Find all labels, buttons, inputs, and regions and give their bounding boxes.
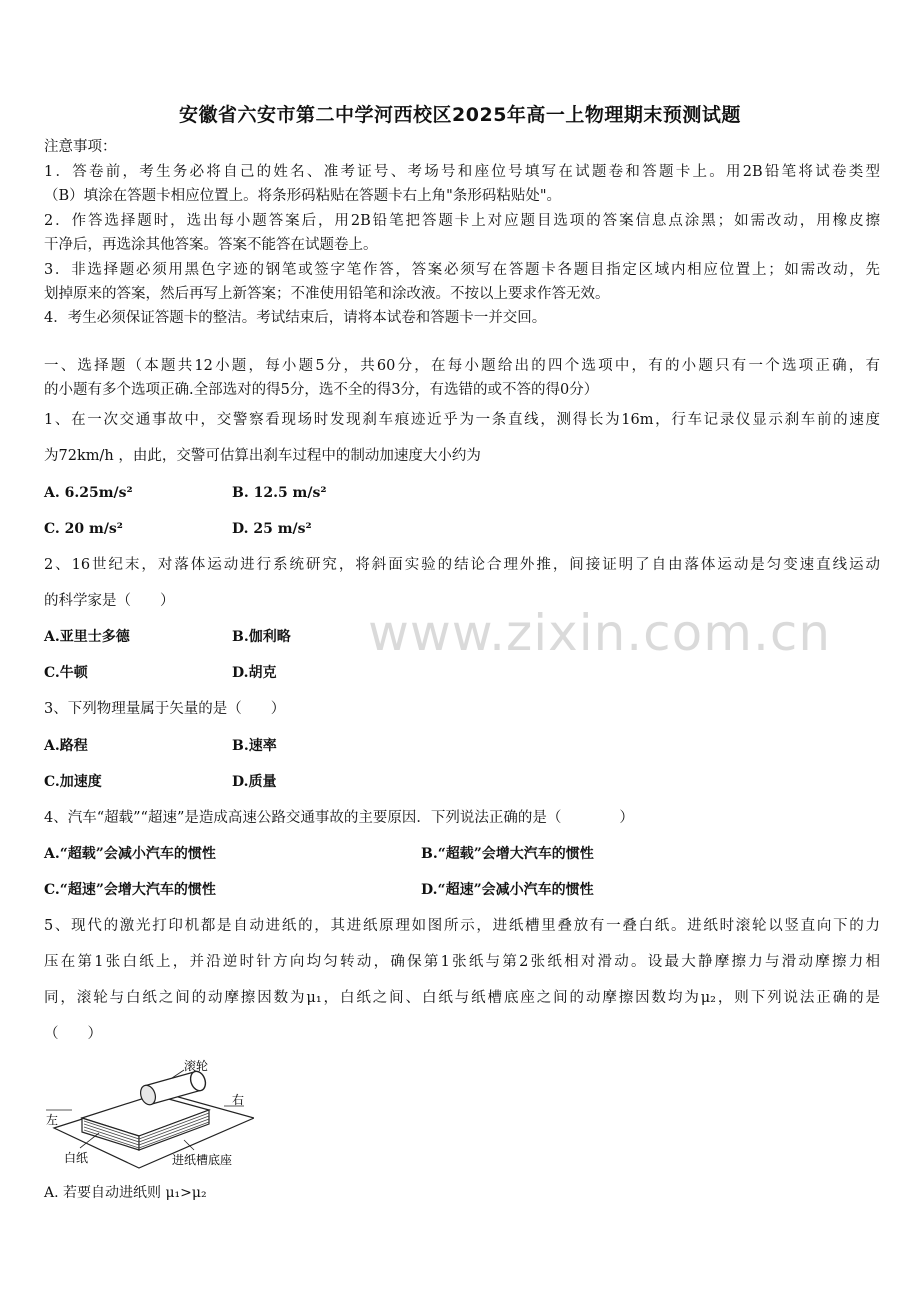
notice-item-3a: 3．非选择题必须用黑色字迹的钢笔或签字笔作答，答案必须写在答题卡各题目指定区域内相应位置上；如需改动，先 (44, 262, 880, 278)
label-roller: 滚轮 (184, 1059, 209, 1073)
q4-option-d: D.“超速”会减小汽车的惯性 (421, 882, 594, 898)
q2-option-c: C.牛顿 (44, 665, 88, 681)
q4-option-a: A.“超载”会减小汽车的惯性 (44, 846, 216, 862)
label-right: 右 (232, 1093, 245, 1107)
notice-heading: 注意事项： (44, 139, 117, 155)
q2-option-b: B.伽利略 (232, 629, 291, 645)
q1-stem-a: 1、在一次交通事故中，交警察看现场时发现刹车痕迹近乎为一条直线，测得长为16m，行车记录仪显示刹车前的速度 (44, 412, 880, 428)
q2-stem-b: 的科学家是（ ） (44, 593, 175, 609)
q5-stem-d: （ ） (44, 1026, 102, 1042)
q2-stem-a: 2、16世纪末，对落体运动进行系统研究，将斜面实验的结论合理外推，间接证明了自由落体运动是匀变速直线运动 (44, 557, 880, 573)
q1-stem-b: 为72km/h ，由此，交警可估算出刹车过程中的制动加速度大小约为 (44, 448, 481, 464)
q2-option-a: A.亚里士多德 (44, 629, 130, 645)
section-header-a: 一、选择题（本题共12小题，每小题5分，共60分，在每小题给出的四个选项中，有的小题只有一个选项正确，有 (44, 358, 880, 374)
q1-option-c: C. 20 m/s² (44, 521, 123, 537)
label-tray-base: 进纸槽底座 (172, 1153, 233, 1167)
q1-option-d: D. 25 m/s² (232, 521, 312, 537)
label-paper: 白纸 (64, 1151, 89, 1165)
q5-stem-b: 压在第1张白纸上，并沿逆时针方向均匀转动，确保第1张纸与第2张纸相对滑动。设最大静摩擦力与滑动摩擦力相 (44, 954, 880, 970)
q3-option-c: C.加速度 (44, 774, 102, 790)
q5-option-a: A. 若要自动进纸则 μ₁>μ₂ (44, 1185, 207, 1201)
section-header-b: 的小题有多个选项正确.全部选对的得5分，选不全的得3分，有选错的或不答的得0分） (44, 382, 599, 398)
printer-feed-diagram (44, 1058, 254, 1176)
notice-item-2a: 2．作答选择题时，选出每小题答案后，用2B铅笔把答题卡上对应题目选项的答案信息点涂黑；如需改动，用橡皮擦 (44, 213, 880, 229)
q1-option-b: B. 12.5 m/s² (232, 485, 327, 501)
q3-stem: 3、下列物理量属于矢量的是（ ） (44, 701, 286, 717)
q5-stem-a: 5、现代的激光打印机都是自动进纸的，其进纸原理如图所示，进纸槽里叠放有一叠白纸。进纸时滚轮以竖直向下的力 (44, 918, 880, 934)
q5-stem-c: 同，滚轮与白纸之间的动摩擦因数为μ₁，白纸之间、白纸与纸槽底座之间的动摩擦因数均为μ₂，则下列说法正确的是 (44, 990, 880, 1006)
notice-item-1a: 1．答卷前，考生务必将自己的姓名、准考证号、考场号和座位号填写在试题卷和答题卡上。用2B铅笔将试卷类型 (44, 164, 880, 180)
page-title: 安徽省六安市第二中学河西校区2025年高一上物理期末预测试题 (179, 104, 741, 126)
q4-stem: 4、汽车“超载”“超速”是造成高速公路交通事故的主要原因．下列说法正确的是（ ） (44, 810, 634, 826)
notice-item-3b: 划掉原来的答案，然后再写上新答案；不准使用铅笔和涂改液。不按以上要求作答无效。 (44, 286, 610, 302)
watermark: www.zixin.com.cn (368, 604, 832, 662)
q2-option-d: D.胡克 (232, 665, 277, 681)
notice-item-2b: 干净后，再选涂其他答案。答案不能答在试题卷上。 (44, 237, 378, 253)
q3-option-d: D.质量 (232, 774, 277, 790)
notice-item-4: 4．考生必须保证答题卡的整洁。考试结束后，请将本试卷和答题卡一并交回。 (44, 310, 547, 326)
label-left: 左 (46, 1113, 59, 1127)
notice-item-1b: （B）填涂在答题卡相应位置上。将条形码粘贴在答题卡右上角"条形码粘贴处"。 (44, 188, 561, 204)
q4-option-b: B.“超载”会增大汽车的惯性 (421, 846, 594, 862)
q3-option-b: B.速率 (232, 738, 277, 754)
q4-option-c: C.“超速”会增大汽车的惯性 (44, 882, 216, 898)
q1-option-a: A. 6.25m/s² (44, 485, 133, 501)
q3-option-a: A.路程 (44, 738, 88, 754)
